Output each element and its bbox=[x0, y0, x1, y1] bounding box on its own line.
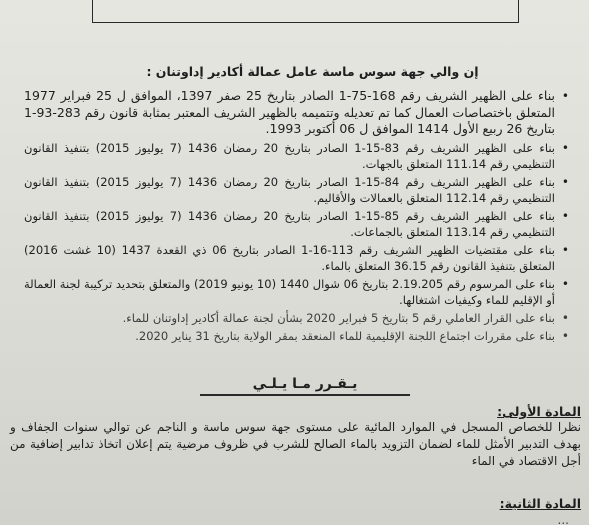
header-frame bbox=[92, 0, 519, 23]
legal-basis-item: • بناء على المرسوم رقم 2.19.205 بتاريخ 06 شوال 1440 (10 يونيو 2019) والمتعلق بتحديد تركيبة لجنة العمالة أو الإقليم للماء وكيفيات اشتغالها. bbox=[24, 276, 555, 308]
article-1-body: نظرا للخصاص المسجل في الموارد المائية على مستوى جهة سوس ماسة و الناجم عن توالي سنوات الجفاف و بهدف التدبير الأمثل للماء لضمان التزويد بالماء الصالح للشرب في ظروف مرضية يتم إعلان اتخاذ تدابير إضافية من أجل الاقتصاد في الماء bbox=[10, 420, 581, 468]
article-1-title: المادة الأولى: bbox=[497, 404, 581, 419]
article-2-title: المادة الثانية: bbox=[499, 496, 581, 511]
document-heading: إن والي جهة سوس ماسة عامل عمالة أكادير إداوتنان : bbox=[146, 64, 479, 79]
legal-basis-item: • بناء على الظهير الشريف رقم 83-15-1 الصادر بتاريخ 20 رمضان 1436 (7 يوليوز 2015) بتنفيذ القانون التنظيمي رقم 111.14 المتعلق بالجهات. bbox=[24, 140, 555, 172]
legal-basis-item: • بناء على مقررات اجتماع اللجنة الإقليمية للماء المنعقد بمقر الولاية بتاريخ 31 يناير 2020. bbox=[24, 328, 555, 344]
decree-title: يـقـرر مـا يـلـي bbox=[200, 376, 410, 396]
legal-basis-item: • بناء على مقتضيات الظهير الشريف رقم 113-16-1 الصادر بتاريخ 06 ذي القعدة 1437 (10 غشت 2016) المتعلق بتنفيذ القانون رقم 36.15 المتعلق بالماء. bbox=[24, 242, 555, 274]
legal-basis-item: • بناء على الظهير الشريف رقم 84-15-1 الصادر بتاريخ 20 رمضان 1436 (7 يوليوز 2015) بتنفيذ القانون التنظيمي رقم 112.14 المتعلق بالعمالات والأقاليم. bbox=[24, 174, 555, 206]
article-2-body: ... bbox=[557, 513, 569, 525]
legal-basis-item: • بناء على الظهير الشريف رقم 168-75-1 الصادر بتاريخ 25 صفر 1397، الموافق ل 25 فبراير 1977 المتعلق باختصاصات العمال كما تم تعديله وتتميمه بالظهير الشريف المعتبر بمثابة قانون رقم 283-93-1 بتاريخ 26 ربيع الأول 1414 الموافق ل 06 أكتوبر 1993. bbox=[24, 88, 555, 138]
legal-basis-item: • بناء على القرار العاملي رقم 5 بتاريخ 5 فبراير 2020 بشأن لجنة عمالة أكادير إداوتنان للماء. bbox=[24, 310, 555, 326]
legal-basis-list bbox=[24, 88, 573, 346]
legal-basis-item: • بناء على الظهير الشريف رقم 85-15-1 الصادر بتاريخ 20 رمضان 1436 (7 يوليوز 2015) بتنفيذ القانون التنظيمي رقم 113.14 المتعلق بالجماعات. bbox=[24, 208, 555, 240]
